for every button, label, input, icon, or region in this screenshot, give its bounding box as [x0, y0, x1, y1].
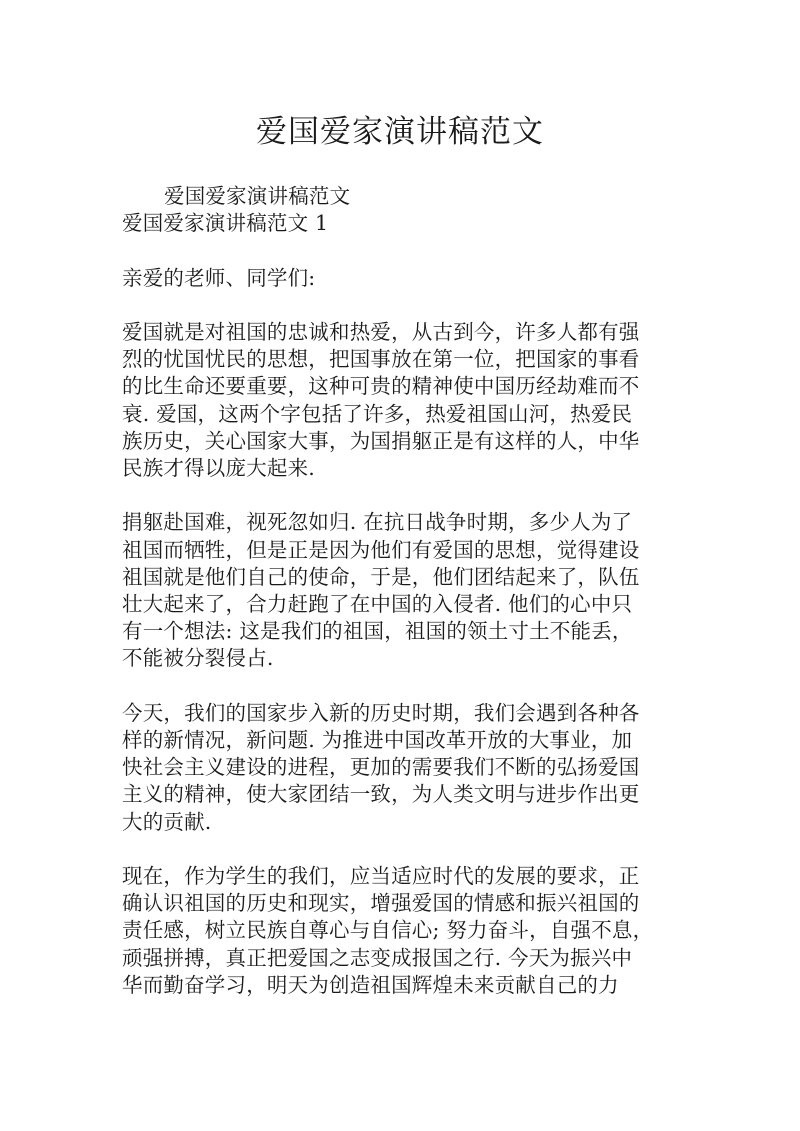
paragraph-line: 的比生命还要重要，这种可贵的精神使中国历经劫难而不 [122, 374, 640, 399]
paragraph-line: 族历史，关心国家大事，为国捐躯正是有这样的人，中华 [122, 428, 640, 453]
paragraph-3 [122, 700, 682, 836]
blank-line [122, 237, 682, 264]
paragraph-line: 爱国就是对祖国的忠诚和热爱，从古到今，许多人都有强 [122, 319, 640, 344]
paragraph-line: 烈的忧国忧民的思想，把国事放在第一位，把国家的事看 [122, 347, 640, 372]
paragraph-2 [122, 509, 682, 672]
document-title: 爱国爱家演讲稿范文 [256, 114, 544, 150]
paragraph-line: 民族才得以庞大起来. [122, 456, 316, 480]
paragraph-line: 有一个想法: 这是我们的祖国，祖国的领土寸土不能丢， [122, 619, 633, 644]
paragraph-4 [122, 863, 682, 999]
paragraph-line: 快社会主义建设的进程，更加的需要我们不断的弘扬爱国 [122, 755, 640, 780]
paragraph-line: 壮大起来了，合力赶跑了在中国的入侵者. 他们的心中只 [122, 592, 633, 616]
paragraph-line: 捐躯赴国难，视死忽如归. 在抗日战争时期，多少人为了 [122, 510, 633, 535]
blank-line [122, 482, 682, 509]
document-body [122, 183, 682, 999]
paragraph-1 [122, 319, 682, 482]
blank-line [122, 673, 682, 700]
paragraph-line: 样的新情况，新问题. 为推进中国改革开放的大事业，加 [122, 728, 633, 752]
paragraph-line: 祖国就是他们自己的使命，于是，他们团结起来了，队伍 [122, 564, 640, 589]
paragraph-line: 今天，我们的国家步入新的历史时期，我们会遇到各种各 [122, 700, 640, 725]
document-subtitle: 爱国爱家演讲稿范文 [164, 184, 351, 208]
paragraph-line: 确认识祖国的历史和现实，增强爱国的情感和振兴祖国的 [122, 891, 640, 916]
paragraph-line: 责任感，树立民族自尊心与自信心; 努力奋斗，自强不息， [122, 918, 654, 943]
blank-line [122, 836, 682, 863]
blank-line [122, 292, 682, 319]
paragraph-line: 衰. 爱国，这两个字包括了许多，热爱祖国山河，热爱民 [122, 401, 633, 426]
paragraph-line: 顽强拼搏，真正把爱国之志变成报国之行. 今天为振兴中 [122, 945, 633, 970]
paragraph-line: 不能被分裂侵占. [122, 646, 274, 671]
paragraph-line: 大的贡献. [122, 809, 212, 834]
paragraph-line: 祖国而牺牲，但是正是因为他们有爱国的思想，觉得建设 [122, 537, 640, 562]
paragraph-line: 主义的精神，使大家团结一致，为人类文明与进步作出更 [122, 782, 640, 807]
greeting: 亲爱的老师、同学们: [122, 265, 316, 290]
paragraph-line: 华而勤奋学习，明天为创造祖国辉煌未来贡献自己的力 [122, 972, 619, 997]
section-heading: 爱国爱家演讲稿范文 1 [122, 211, 329, 236]
paragraph-line: 现在，作为学生的我们，应当适应时代的发展的要求，正 [122, 864, 640, 888]
